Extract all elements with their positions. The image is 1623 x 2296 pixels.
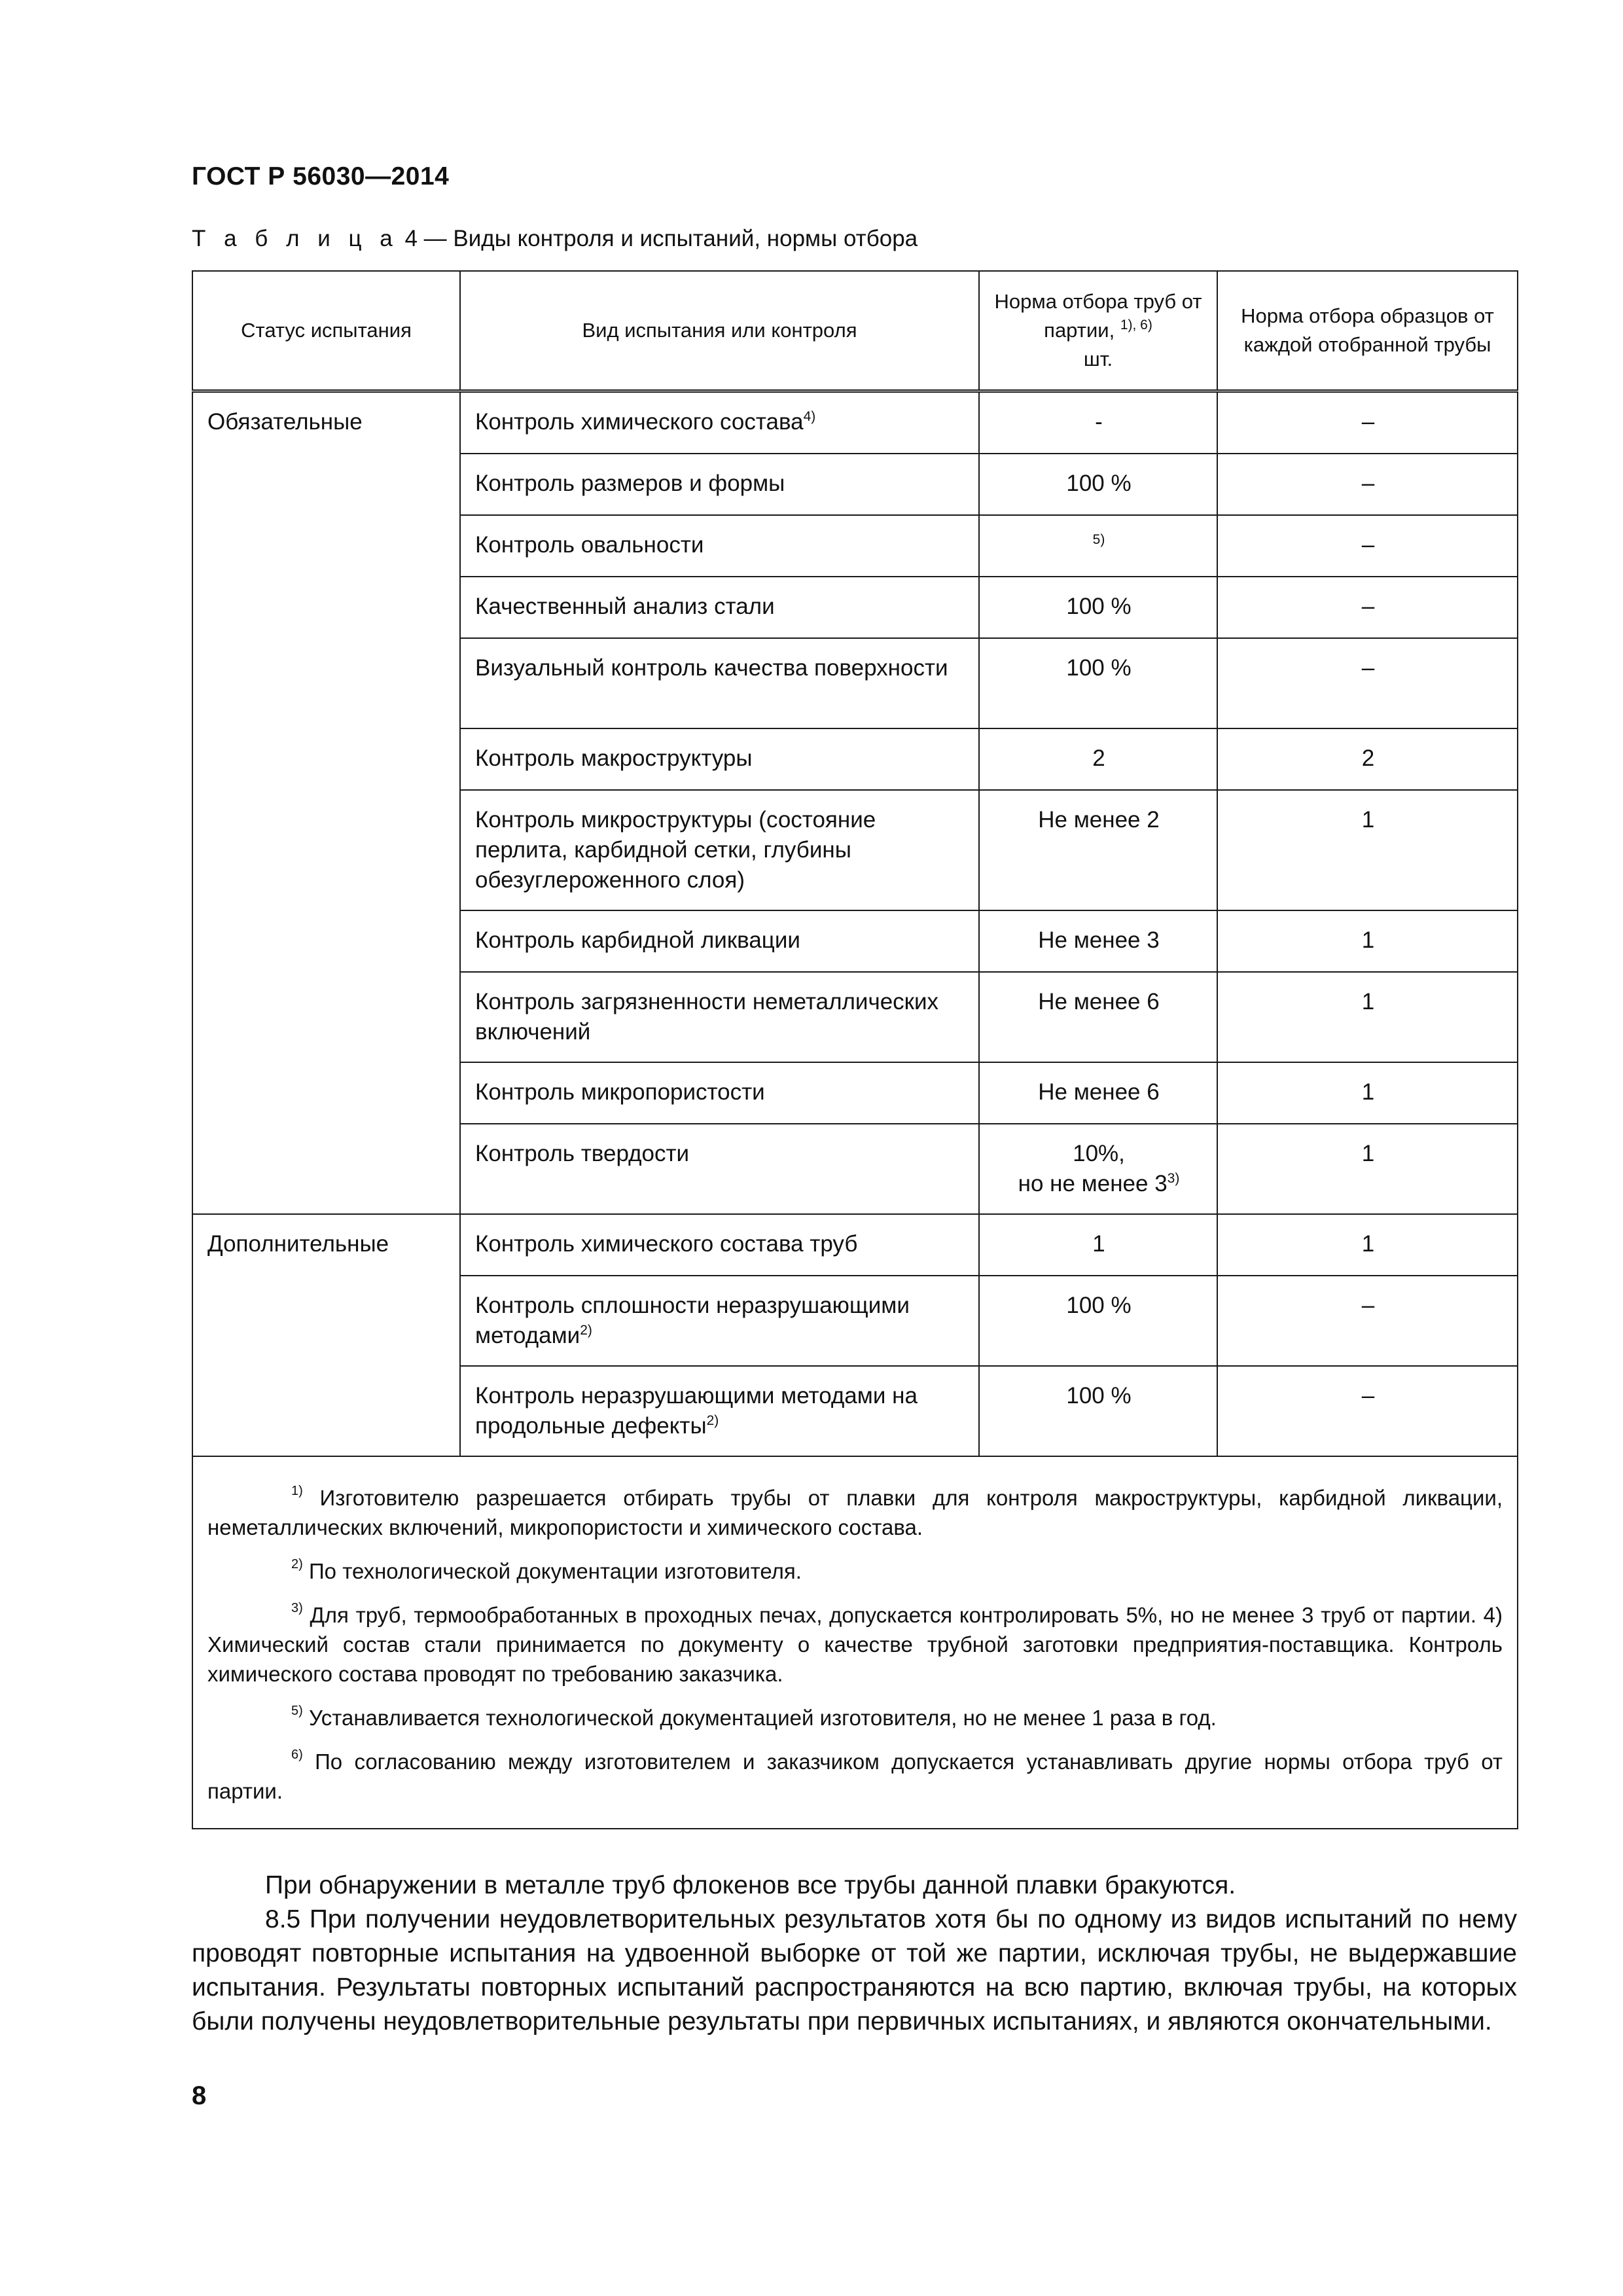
test-name: Контроль химического состава труб [460, 1214, 979, 1276]
pipes-norm: - [979, 391, 1217, 454]
paragraph: При обнаружении в металле труб флокенов все трубы данной плавки бракуются. [265, 1871, 1236, 1899]
pipes-norm: 100 % [979, 1366, 1217, 1456]
samples-norm: 1 [1217, 1124, 1518, 1214]
test-name: Визуальный контроль качества поверхности [460, 638, 979, 728]
test-name: Контроль овальности [460, 515, 979, 577]
samples-norm: – [1217, 515, 1518, 577]
table-header-row [192, 271, 1518, 391]
paragraph: 8.5 При получении неудовлетворительных результатов хотя бы по одному из видов испытаний по нему проводят повторные испытания на удвоенной выборке от той же партии, исключая трубы, не выдержавшие испытания. Результаты повторных испытаний распространяются на всю партию, включая трубы, на которых были получены неудовлетворительные результаты при первичных испытаниях, и являются окончательными. [192, 1905, 1517, 2036]
pipes-norm: 1 [979, 1214, 1217, 1276]
samples-norm: 1 [1217, 972, 1518, 1062]
samples-norm: – [1217, 454, 1518, 515]
test-name: Контроль твердости [460, 1124, 979, 1214]
samples-norm: – [1217, 1276, 1518, 1366]
test-name: Контроль микроструктуры (состояние перлита, карбидной сетки, глубины обезуглероженного слоя) [460, 790, 979, 910]
test-name: Контроль микропористости [460, 1062, 979, 1124]
header-samples-norm: Норма отбора образцов от каждой отобранной трубы [1217, 271, 1518, 391]
pipes-norm: Не менее 3 [979, 910, 1217, 972]
test-name: Качественный анализ стали [460, 577, 979, 638]
footnote: $^{2)}$ По технологической документации изготовителя. [291, 1557, 802, 1583]
samples-norm: 1 [1217, 790, 1518, 910]
samples-norm: 2 [1217, 728, 1518, 790]
footnote: $^{1)}$ Изготовителю разрешается отбирать трубы от плавки для контроля макроструктуры, карбидной ликвации, неметаллических включений, микропористости и химического состава. [207, 1484, 1503, 1539]
samples-norm: 1 [1217, 1062, 1518, 1124]
table-caption-label: Т а б л и ц а [192, 226, 399, 251]
samples-norm: – [1217, 1366, 1518, 1456]
footnotes-row [192, 1456, 1518, 1829]
test-name: Контроль химического состава$^{4)}$ [460, 391, 979, 454]
control-table [192, 270, 1518, 1829]
test-name: Контроль карбидной ликвации [460, 910, 979, 972]
pipes-norm: 100 % [979, 1276, 1217, 1366]
pipes-norm: 100 % [979, 577, 1217, 638]
pipes-norm: 10%, но не менее 3$^{3)}$ [979, 1124, 1217, 1214]
test-name: Контроль неразрушающими методами на продольные дефекты$^{2)}$ [460, 1366, 979, 1456]
header-pipes-norm: Норма отбора труб от партии, $^{1), 6)}$ шт. [979, 271, 1217, 391]
pipes-norm: Не менее 2 [979, 790, 1217, 910]
document-code: ГОСТ Р 56030—2014 [192, 162, 450, 190]
pipes-norm: Не менее 6 [979, 1062, 1217, 1124]
test-name: Контроль загрязненности неметаллических включений [460, 972, 979, 1062]
samples-norm: – [1217, 391, 1518, 454]
samples-norm: 1 [1217, 910, 1518, 972]
pipes-norm: Не менее 6 [979, 972, 1217, 1062]
footnote: $^{6)}$ По согласованию между изготовителем и заказчиком допускается устанавливать другие нормы отбора труб от партии. [207, 1748, 1503, 1803]
footnotes [192, 1456, 1518, 1829]
status-mandatory: Обязательные [192, 391, 460, 1215]
status-additional: Дополнительные [192, 1214, 460, 1456]
test-name: Контроль размеров и формы [460, 454, 979, 515]
table-row [192, 391, 1518, 454]
test-name: Контроль сплошности неразрушающими методами$^{2)}$ [460, 1276, 979, 1366]
samples-norm: – [1217, 638, 1518, 728]
pipes-norm: 100 % [979, 454, 1217, 515]
pipes-norm: 2 [979, 728, 1217, 790]
table-caption [192, 226, 918, 252]
footnote: $^{3)}$ Для труб, термообработанных в проходных печах, допускается контролировать 5%, но не менее 3 труб от партии. 4) Химический состав стали принимается по документу о качестве трубной заготовки предприятия-поставщика. Контроль химического состава проводят по требованию заказчика. [207, 1601, 1503, 1686]
pipes-norm [979, 515, 1217, 577]
samples-norm: – [1217, 577, 1518, 638]
header-test-type: Вид испытания или контроля [460, 271, 979, 391]
page-number: 8 [192, 2081, 207, 2110]
table-caption-text: 4 — Виды контроля и испытаний, нормы отбора [398, 226, 918, 251]
header-status: Статус испытания [192, 271, 460, 391]
samples-norm: 1 [1217, 1214, 1518, 1276]
table-row [192, 1214, 1518, 1276]
header-footnote-mark: 1), 6) [1120, 317, 1152, 332]
test-name: Контроль макроструктуры [460, 728, 979, 790]
pipes-norm: 100 % [979, 638, 1217, 728]
footnote-mark: 5) [1092, 532, 1105, 547]
body-text [192, 1869, 1517, 2039]
footnote: $^{5)}$ Устанавливается технологической документацией изготовителя, но не менее 1 раза в год. [291, 1704, 1217, 1730]
